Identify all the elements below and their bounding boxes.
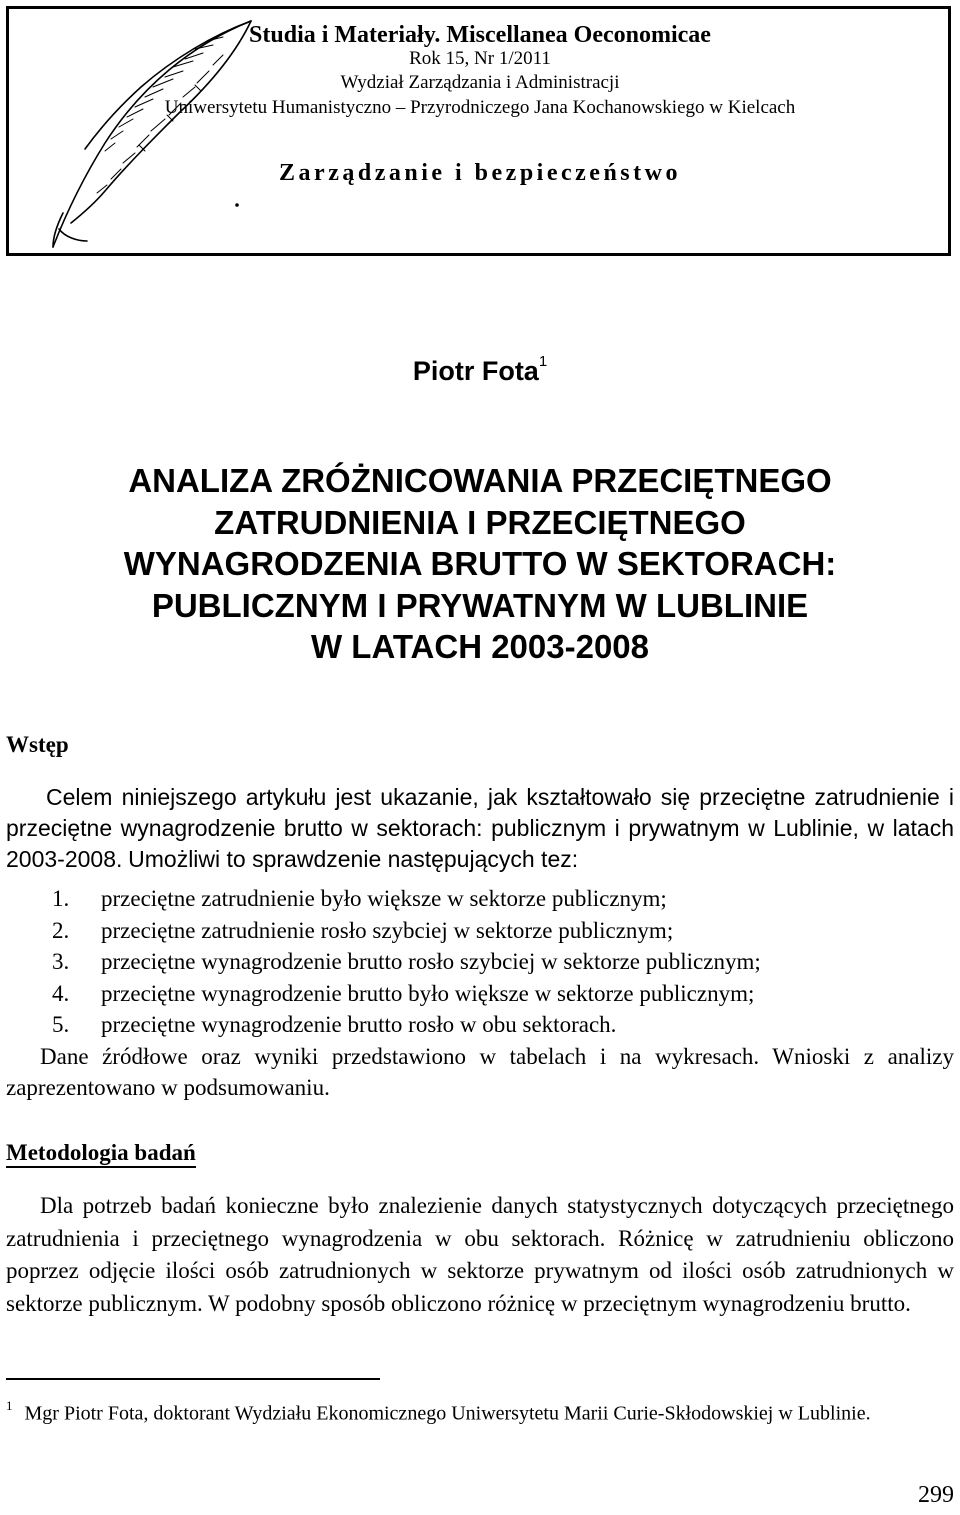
intro-heading: Wstęp — [6, 732, 69, 757]
intro-closing-text: Dane źródłowe oraz wyniki przedstawiono w tabelach i na wykresach. Wnioski z analizy zaprezentowano w podsumowaniu. — [6, 1044, 954, 1100]
title-line: ANALIZA ZRÓŻNICOWANIA PRZECIĘTNEGO — [128, 462, 832, 499]
journal-issue: Rok 15, Nr 1/2011 — [409, 48, 551, 69]
list-item-text: przeciętne zatrudnienie było większe w sektorze publicznym; — [101, 886, 667, 911]
journal-title: Studia i Materiały. Miscellanea Oeconomicae — [249, 22, 711, 48]
list-item-text: przeciętne wynagrodzenie brutto rosło w obu sektorach. — [101, 1012, 617, 1038]
intro-closing-paragraph — [6, 1041, 954, 1103]
footnote-divider — [6, 1378, 380, 1380]
methodology-heading: Metodologia badań — [6, 1140, 196, 1168]
list-item-number: 5. — [52, 1012, 70, 1038]
list-item-number: 1. — [52, 886, 70, 911]
journal-university: Uniwersytetu Humanistyczno – Przyrodniczego Jana Kochanowskiego w Kielcach — [164, 97, 796, 118]
list-item-number: 3. — [52, 949, 70, 975]
footnote-mark: 1 — [6, 1398, 13, 1413]
list-item-text: przeciętne wynagrodzenie brutto było większe w sektorze publicznym; — [101, 980, 755, 1006]
list-item — [6, 883, 954, 915]
title-line: PUBLICZNYM I PRYWATNYM W LUBLINIE — [151, 586, 809, 624]
list-item-number: 4. — [52, 980, 70, 1006]
intro-text-b: Umożliwi to sprawdzenie następujących tez: — [128, 846, 579, 872]
list-item — [6, 915, 954, 947]
journal-faculty: Wydział Zarządzania i Administracji — [340, 72, 620, 93]
page-number: 299 — [918, 1482, 954, 1508]
intro-paragraph — [6, 782, 954, 875]
author-footnote-mark: 1 — [538, 353, 548, 370]
list-item — [6, 946, 954, 978]
author-name-text: Piotr Fota — [412, 356, 539, 386]
journal-section: Zarządzanie i bezpieczeństwo — [279, 160, 681, 186]
title-line: WYNAGRODZENIA BRUTTO W SEKTORACH: — [123, 545, 837, 582]
article-title — [0, 460, 960, 668]
intro-text-a: Celem niniejszego artykułu jest ukazanie, jak kształtowało się przeciętne zatrudnienie i przeciętne wynagrodzenie brutto w sektorach: publicznym i prywatnym w Lublinie, w latach 2003-2008. — [6, 784, 954, 872]
list-item — [6, 1009, 954, 1041]
title-line: W LATACH 2003-2008 — [310, 628, 650, 665]
list-item-text: przeciętne zatrudnienie rosło szybciej w sektorze publicznym; — [101, 917, 674, 943]
footnote-text: Mgr Piotr Fota, doktorant Wydziału Ekonomicznego Uniwersytetu Marii Curie-Skłodowskiej w Lublinie. — [24, 1402, 871, 1425]
list-item — [6, 978, 954, 1010]
methodology-paragraph — [6, 1190, 954, 1320]
author-name — [0, 353, 960, 387]
methodology-text: Dla potrzeb badań konieczne było znalezienie danych statystycznych dotyczących przeciętnego zatrudnienia i przeciętnego wynagrodzenia w obu sektorach. Różnicę w zatrudnieniu obliczono poprzez odjęcie ilości osób zatrudnionych w sektorze prywatnym od ilości osób zatrudnionych w sektorze publicznym. W podobny sposób obliczono różnicę w przeciętnym wynagrodzeniu brutto. — [6, 1193, 954, 1316]
list-item-number: 2. — [52, 917, 70, 943]
theses-list — [6, 883, 954, 1041]
list-item-text: przeciętne wynagrodzenie brutto rosło szybciej w sektorze publicznym; — [101, 949, 761, 975]
footnote — [6, 1394, 954, 1428]
title-line: ZATRUDNIENIA I PRZECIĘTNEGO — [214, 503, 746, 541]
